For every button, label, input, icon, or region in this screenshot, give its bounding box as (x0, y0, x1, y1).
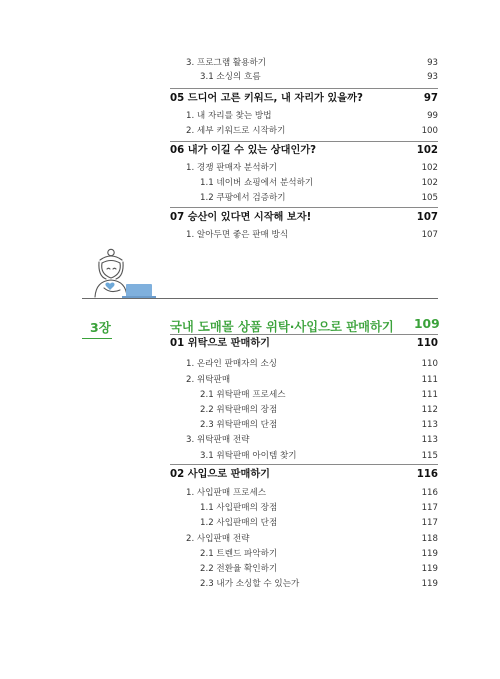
toc-entry-page: 117 (421, 518, 438, 528)
toc-entry (170, 389, 438, 401)
person-with-laptop-illustration (86, 248, 158, 304)
toc-entry-page: 107 (421, 230, 438, 240)
toc-entry (170, 578, 438, 590)
chapter-page-number: 109 (414, 317, 440, 331)
toc-entry-page: 117 (421, 503, 438, 513)
toc-entry-page: 119 (421, 564, 438, 574)
toc-entry (170, 125, 438, 137)
toc-entry (170, 502, 438, 514)
toc-entry-page: 97 (423, 93, 438, 104)
toc-section-heading (170, 213, 438, 225)
toc-entry-title: 1.2 쿠팡에서 검증하기 (200, 193, 286, 203)
toc-entry-title: 1. 내 자리를 찾는 방법 (186, 111, 272, 121)
toc-entry-title: 2. 세부 키워드로 시작하기 (186, 126, 286, 136)
toc-section-heading (170, 339, 438, 351)
toc-entry (170, 487, 438, 499)
toc-entry (170, 71, 438, 83)
toc-entry (170, 533, 438, 545)
toc-entry-title: 01 위탁으로 판매하기 (170, 338, 270, 349)
toc-entry-title: 1.1 네이버 쇼핑에서 분석하기 (200, 178, 314, 188)
toc-entry-title: 02 사입으로 판매하기 (170, 469, 270, 480)
toc-entry-title: 2.3 위탁판매의 단점 (200, 420, 278, 430)
toc-entry-title: 1. 온라인 판매자의 소싱 (186, 359, 278, 369)
toc-entry-title: 1.1 사입판매의 장점 (200, 503, 278, 513)
toc-entry-title: 1. 알아두면 좋은 판매 방식 (186, 230, 289, 240)
toc-entry (170, 548, 438, 560)
toc-entry-page: 105 (421, 193, 438, 203)
section-divider (170, 141, 438, 142)
toc-entry-title: 07 승산이 있다면 시작해 보자! (170, 212, 312, 223)
toc-entry-title: 1. 경쟁 판매자 분석하기 (186, 163, 278, 173)
chapter-label-underline (82, 338, 112, 339)
toc-entry-page: 111 (421, 375, 438, 385)
toc-entry-title: 2.2 전환율 확인하기 (200, 564, 278, 574)
toc-entry-page: 113 (421, 435, 438, 445)
toc-entry-page: 110 (416, 338, 438, 349)
toc-entry-page: 100 (421, 126, 438, 136)
toc-entry-title: 3. 위탁판매 전략 (186, 435, 250, 445)
toc-entry-page: 112 (421, 405, 438, 415)
chapter-divider-top (82, 298, 438, 299)
toc-entry (170, 434, 438, 446)
toc-entry-title: 2.1 위탁판매 프로세스 (200, 390, 286, 400)
section-divider (170, 207, 438, 208)
toc-section-heading (170, 94, 438, 106)
toc-entry-page: 111 (421, 390, 438, 400)
toc-entry-title: 05 드디어 고른 키워드, 내 자리가 있을까? (170, 93, 363, 104)
toc-entry-title: 2.2 위탁판매의 장점 (200, 405, 278, 415)
toc-entry (170, 110, 438, 122)
toc-entry (170, 419, 438, 431)
toc-entry-page: 116 (421, 488, 438, 498)
toc-entry-page: 113 (421, 420, 438, 430)
toc-entry (170, 517, 438, 529)
chapter-divider-bottom (170, 334, 438, 335)
toc-entry-title: 2. 위탁판매 (186, 375, 231, 385)
toc-entry-page: 102 (421, 178, 438, 188)
toc-entry (170, 57, 438, 69)
toc-section-heading (170, 146, 438, 158)
toc-entry (170, 404, 438, 416)
toc-entry-title: 3.1 위탁판매 아이템 찾기 (200, 451, 297, 461)
toc-entry-page: 119 (421, 579, 438, 589)
toc-entry-title: 3. 프로그램 활용하기 (186, 58, 267, 68)
section-divider (170, 464, 438, 465)
chapter-title: 국내 도매몰 상품 위탁·사입으로 판매하기 (170, 320, 394, 334)
toc-entry-page: 102 (421, 163, 438, 173)
toc-entry (170, 192, 438, 204)
toc-entry-page: 102 (416, 145, 438, 156)
toc-entry-title: 2.1 트렌드 파악하기 (200, 549, 278, 559)
toc-entry-page: 118 (421, 534, 438, 544)
toc-entry-page: 93 (427, 58, 438, 68)
toc-entry-page: 107 (416, 212, 438, 223)
toc-entry-title: 1.2 사입판매의 단점 (200, 518, 278, 528)
toc-entry (170, 229, 438, 241)
toc-entry (170, 374, 438, 386)
toc-entry-page: 99 (427, 111, 438, 121)
toc-entry-title: 2. 사입판매 전략 (186, 534, 250, 544)
toc-entry (170, 450, 438, 462)
section-divider (170, 88, 438, 89)
chapter-label: 3장 (90, 320, 111, 335)
toc-section-heading (170, 470, 438, 482)
toc-entry-page: 115 (421, 451, 438, 461)
toc-entry-page: 110 (421, 359, 438, 369)
toc-entry-page: 93 (427, 72, 438, 82)
toc-entry-page: 116 (416, 469, 438, 480)
toc-entry-title: 3.1 소싱의 흐름 (200, 72, 261, 82)
toc-entry (170, 563, 438, 575)
toc-entry (170, 177, 438, 189)
toc-entry-page: 119 (421, 549, 438, 559)
toc-entry-title: 1. 사입판매 프로세스 (186, 488, 267, 498)
toc-entry-title: 2.3 내가 소싱할 수 있는가 (200, 579, 300, 589)
toc-entry-title: 06 내가 이길 수 있는 상대인가? (170, 145, 317, 156)
toc-entry (170, 162, 438, 174)
toc-entry (170, 358, 438, 370)
